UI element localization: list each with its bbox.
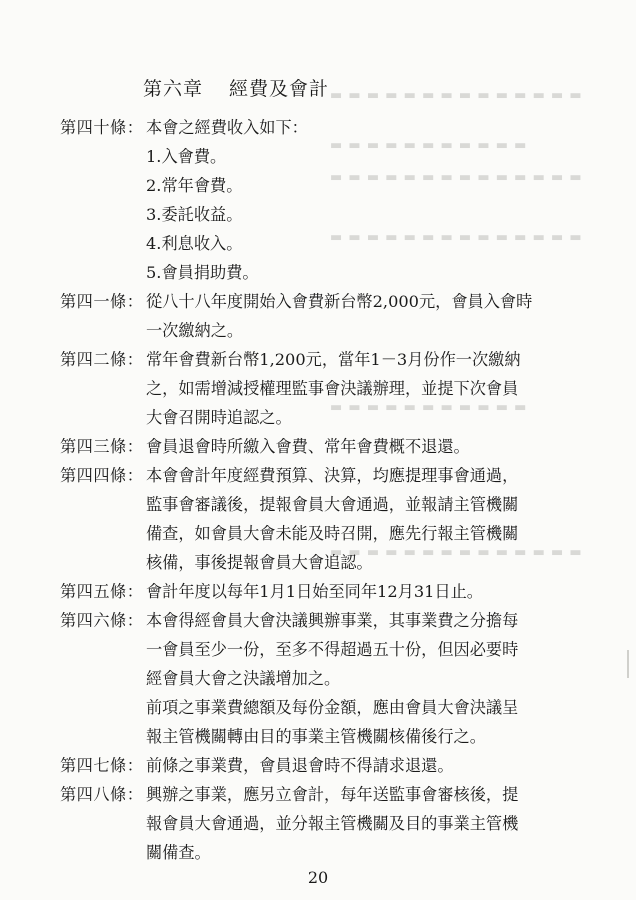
article-text-line: 本會之經費收入如下： [146,118,308,137]
scan-margin-mark [627,650,629,678]
article-text-line: 一次繳納之。 [146,321,244,340]
article-text-line: 核備，事後提報會員大會追認。 [146,553,373,572]
article-label: 第四八條： [60,785,144,804]
show-through-text: ▬ ▬ ▬ ▬ ▬ ▬ ▬ ▬ ▬ ▬ ▬ [330,138,528,153]
show-through-text: ▬ ▬ ▬ ▬ ▬ ▬ ▬ ▬ ▬ ▬ ▬ ▬ ▬ ▬ [330,545,583,560]
show-through-text: ▬ ▬ ▬ ▬ ▬ ▬ ▬ ▬ ▬ ▬ ▬ [330,400,528,415]
article-text-line: 一會員至少一份，至多不得超過五十份，但因必要時 [146,640,519,659]
article-text-line: 監事會審議後，提報會員大會通過，並報請主管機關 [146,495,519,514]
article-text-line: 報主管機關轉由目的事業主管機關核備後行之。 [146,727,486,746]
article-text-line: 備查，如會員大會未能及時召開，應先行報主管機關 [146,524,519,543]
list-item: 5.會員捐助費。 [146,263,259,282]
article-text-line: 從八十八年度開始入會費新台幣2,000元，會員入會時 [146,292,533,311]
article-label: 第四三條： [60,437,144,456]
article-text-line: 報會員大會通過，並分報主管機關及目的事業主管機 [146,814,519,833]
chapter-title: 經費及會計 [229,78,330,100]
article-text-line: 大會召開時追認之。 [146,408,292,427]
article-label: 第四五條： [60,582,144,601]
article-text-line: 前條之事業費，會員退會時不得請求退還。 [146,756,454,775]
article-label: 第四一條： [60,292,144,311]
show-through-text: ▬ ▬ ▬ ▬ ▬ ▬ ▬ ▬ ▬ ▬ ▬ ▬ ▬ ▬ [330,170,583,185]
article-label: 第四二條： [60,350,144,369]
show-through-text: ▬ ▬ ▬ ▬ ▬ ▬ ▬ ▬ ▬ ▬ ▬ ▬ ▬ ▬ [330,230,583,245]
article-label: 第四六條： [60,611,144,630]
article-label: 第四四條： [60,466,144,485]
show-through-text: ▬ ▬ ▬ ▬ ▬ ▬ ▬ ▬ ▬ ▬ ▬ ▬ ▬ ▬ [330,88,583,103]
article-text-line: 常年會費新台幣1,200元，當年1－3月份作一次繳納 [146,350,521,369]
article-text-line: 之，如需增減授權理監事會決議辦理，並提下次會員 [146,379,519,398]
article-text-line: 會員退會時所繳入會費、常年會費概不退還。 [146,437,470,456]
page-number: 20 [307,868,329,887]
article-text-line: 關備查。 [146,843,211,862]
list-item: 3.委託收益。 [146,205,243,224]
article-text-line: 會計年度以每年1月1日始至同年12月31日止。 [146,582,483,601]
chapter-heading [143,74,329,101]
article-text-line: 興辦之事業，應另立會計，每年送監事會審核後，提 [146,785,519,804]
article-label: 第四十條： [60,118,144,137]
list-item: 2.常年會費。 [146,176,243,195]
article-text-line: 經會員大會之決議增加之。 [146,669,341,688]
list-item: 1.入會費。 [146,147,227,166]
chapter-number: 第六章 [143,78,204,100]
article-label: 第四七條： [60,756,144,775]
article-text-line: 本會會計年度經費預算、決算，均應提理事會通過， [146,466,519,485]
list-item: 4.利息收入。 [146,234,243,253]
article-text-line: 本會得經會員大會決議興辦事業，其事業費之分擔每 [146,611,519,630]
article-text-line: 前項之事業費總額及每份金額，應由會員大會決議呈 [146,698,519,717]
